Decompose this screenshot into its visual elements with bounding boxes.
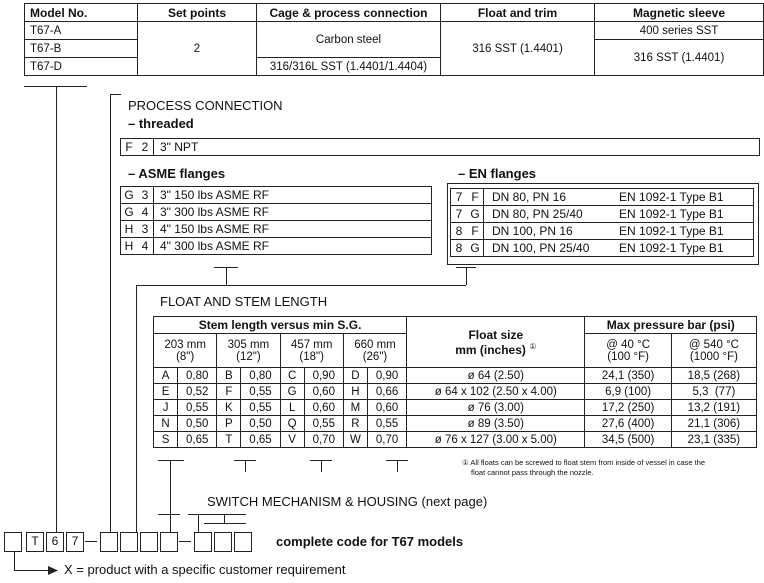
float-unit-label: mm (inches) — [455, 342, 526, 357]
cage-carbon-steel: Carbon steel — [257, 22, 441, 58]
row-1-sg-3: 0,90 — [304, 368, 343, 384]
row-1-sg-4: 0,90 — [368, 368, 407, 384]
footnote — [462, 458, 762, 478]
row-5-p540: 23,1 (335) — [671, 432, 756, 448]
threaded-code-1: F — [121, 139, 138, 156]
row-4-float: ø 89 (3.50) — [407, 416, 585, 432]
footnote-text-1: All floats can be screwed to float stem from inside of vessel in case the — [470, 458, 706, 467]
header-cage: Cage & process connection — [257, 4, 441, 22]
row-4-p540: 21,1 (306) — [671, 416, 756, 432]
row-5-code-3: V — [280, 432, 304, 448]
x-arrow-h — [14, 570, 50, 571]
en-row-2-c2: G — [467, 206, 484, 223]
process-bracket-h — [136, 285, 466, 286]
row-4-sg-2: 0,50 — [241, 416, 280, 432]
row-2-code-2: F — [217, 384, 241, 400]
row-3-sg-4: 0,60 — [368, 400, 407, 416]
model-connector-vertical — [56, 86, 57, 543]
code-dash-2 — [179, 541, 191, 542]
row-5-p40: 34,5 (500) — [585, 432, 671, 448]
stem-col-305: 305 mm (12") — [217, 334, 280, 368]
en-row-1-c2: F — [467, 189, 484, 206]
float-tick-2v — [321, 460, 322, 472]
asme-row-4-c1: H — [121, 238, 138, 255]
row-5-code-1: S — [154, 432, 178, 448]
stem-col-203: 203 mm (8") — [154, 334, 217, 368]
asme-table — [120, 186, 432, 255]
code-box-4 — [100, 532, 118, 552]
float-trim-value: 316 SST (1.4401) — [441, 22, 595, 76]
en-row-3-c2: F — [467, 223, 484, 240]
row-1-code-2: B — [217, 368, 241, 384]
switch-mechanism-label: SWITCH MECHANISM & HOUSING (next page) — [207, 494, 488, 509]
en-row-1-desc: DN 80, PN 16 — [484, 189, 620, 206]
model-d: T67-D — [25, 58, 138, 76]
en-row-4-c2: G — [467, 240, 484, 257]
row-1-sg-2: 0,80 — [241, 368, 280, 384]
code-box-7b — [160, 532, 178, 552]
row-3-sg-3: 0,60 — [304, 400, 343, 416]
code-box-6: 6 — [46, 532, 64, 552]
en-row-3-c1: 8 — [451, 223, 468, 240]
row-4-sg-4: 0,55 — [368, 416, 407, 432]
en-row-2-c1: 7 — [451, 206, 468, 223]
row-1-sg-1: 0,80 — [178, 368, 217, 384]
float-stem-table — [153, 316, 757, 448]
process-bracket-tick-left-h — [214, 267, 238, 268]
en-row-1-c1: 7 — [451, 189, 468, 206]
footnote-marker: ① — [529, 341, 537, 351]
asme-row-4-desc: 4" 300 lbs ASME RF — [154, 238, 432, 255]
row-5-sg-2: 0,65 — [241, 432, 280, 448]
en-table — [450, 188, 754, 257]
row-5-code-4: W — [343, 432, 367, 448]
en-label: – EN flanges — [458, 166, 537, 181]
model-a: T67-A — [25, 22, 138, 40]
row-5-sg-1: 0,65 — [178, 432, 217, 448]
row-3-p40: 17,2 (250) — [585, 400, 671, 416]
en-row-3-desc: DN 100, PN 16 — [484, 223, 620, 240]
asme-row-1-c1: G — [121, 187, 138, 204]
row-4-sg-1: 0,50 — [178, 416, 217, 432]
row-2-sg-1: 0,52 — [178, 384, 217, 400]
row-4-code-3: Q — [280, 416, 304, 432]
threaded-code-2: 2 — [137, 139, 154, 156]
row-4-sg-3: 0,55 — [304, 416, 343, 432]
row-1-code-4: D — [343, 368, 367, 384]
en-row-4-std: EN 1092-1 Type B1 — [619, 240, 753, 257]
float-tick-1v — [245, 460, 246, 472]
header-sleeve: Magnetic sleeve — [595, 4, 764, 22]
row-4-p40: 27,6 (400) — [585, 416, 671, 432]
table-row — [154, 384, 757, 400]
row-5-code-2: T — [217, 432, 241, 448]
float-connector-v — [170, 460, 171, 537]
asme-row-3-c1: H — [121, 221, 138, 238]
en-row-2-std: EN 1092-1 Type B1 — [619, 206, 753, 223]
en-row-1-std: EN 1092-1 Type B1 — [619, 189, 753, 206]
row-4-code-2: P — [217, 416, 241, 432]
code-dash-1 — [85, 541, 97, 542]
model-b: T67-B — [25, 40, 138, 58]
threaded-table — [120, 138, 760, 156]
row-2-code-1: E — [154, 384, 178, 400]
row-4-code-1: N — [154, 416, 178, 432]
table-row — [154, 400, 757, 416]
pressure-header: Max pressure bar (psi) — [585, 317, 757, 334]
en-row-4-c1: 8 — [451, 240, 468, 257]
asme-row-1-c2: 3 — [137, 187, 154, 204]
row-2-float: ø 64 x 102 (2.50 x 4.00) — [407, 384, 585, 400]
float-size-label: Float size — [468, 327, 524, 342]
float-connector-h — [158, 514, 180, 515]
asme-row-2-c1: G — [121, 204, 138, 221]
sleeve-400: 400 series SST — [595, 22, 764, 40]
row-4-code-4: R — [343, 416, 367, 432]
asme-row-2-desc: 3" 300 lbs ASME RF — [154, 204, 432, 221]
row-1-p540: 18,5 (268) — [671, 368, 756, 384]
float-stem-title: FLOAT AND STEM LENGTH — [160, 294, 328, 309]
complete-code-label: complete code for T67 models — [276, 534, 464, 549]
process-connector-top — [110, 94, 121, 95]
header-model: Model No. — [25, 4, 138, 22]
footnote-symbol: ① — [462, 458, 469, 467]
process-connector-vertical — [110, 94, 111, 537]
footnote-text-2: float cannot pass through the nozzle. — [471, 468, 594, 477]
row-2-sg-2: 0,55 — [241, 384, 280, 400]
threaded-label: – threaded — [128, 116, 194, 131]
asme-row-2-c2: 4 — [137, 204, 154, 221]
header-float-trim: Float and trim — [441, 4, 595, 22]
x-arrow-v — [14, 552, 15, 571]
table-row — [154, 368, 757, 384]
row-2-code-4: H — [343, 384, 367, 400]
arrow-right-icon — [48, 566, 58, 575]
code-box-9 — [214, 532, 232, 552]
switch-bracket-h — [204, 514, 246, 515]
cage-316l: 316/316L SST (1.4401/1.4404) — [257, 58, 441, 76]
stem-header: Stem length versus min S.G. — [154, 317, 407, 334]
process-bracket-tick-right — [466, 267, 467, 285]
process-connection-title: PROCESS CONNECTION — [128, 98, 283, 113]
row-1-p40: 24,1 (350) — [585, 368, 671, 384]
float-tick-3v — [397, 460, 398, 472]
row-2-p540: 5,3 (77) — [671, 384, 756, 400]
set-points-value: 2 — [138, 22, 257, 76]
asme-label: – ASME flanges — [128, 166, 226, 181]
row-2-sg-4: 0,66 — [368, 384, 407, 400]
row-3-code-4: M — [343, 400, 367, 416]
code-box-7: 7 — [66, 532, 84, 552]
row-5-sg-4: 0,70 — [368, 432, 407, 448]
stem-col-660: 660 mm (26") — [343, 334, 406, 368]
row-3-p540: 13,2 (191) — [671, 400, 756, 416]
threaded-desc: 3" NPT — [154, 139, 760, 156]
row-3-sg-2: 0,55 — [241, 400, 280, 416]
pressure-col-40: @ 40 °C (100 °F) — [585, 334, 671, 368]
process-bracket-v — [136, 285, 137, 537]
en-row-2-desc: DN 80, PN 25/40 — [484, 206, 620, 223]
en-row-3-std: EN 1092-1 Type B1 — [619, 223, 753, 240]
asme-row-3-c2: 3 — [137, 221, 154, 238]
asme-row-4-c2: 4 — [137, 238, 154, 255]
code-box-5 — [120, 532, 138, 552]
sleeve-316: 316 SST (1.4401) — [595, 40, 764, 76]
code-box-10 — [234, 532, 252, 552]
float-size-header — [407, 317, 585, 368]
code-box-8 — [194, 532, 212, 552]
row-3-code-1: J — [154, 400, 178, 416]
code-box-prefix — [4, 532, 22, 552]
row-2-sg-3: 0,60 — [304, 384, 343, 400]
row-1-code-1: A — [154, 368, 178, 384]
model-table — [24, 3, 764, 76]
asme-row-1-desc: 3" 150 lbs ASME RF — [154, 187, 432, 204]
row-2-p40: 6,9 (100) — [585, 384, 671, 400]
stem-col-457: 457 mm (18") — [280, 334, 343, 368]
table-row — [154, 416, 757, 432]
header-set-points: Set points — [138, 4, 257, 22]
row-1-float: ø 64 (2.50) — [407, 368, 585, 384]
row-2-code-3: G — [280, 384, 304, 400]
code-box-6b — [140, 532, 158, 552]
row-3-code-3: L — [280, 400, 304, 416]
x-note: X = product with a specific customer requirement — [64, 562, 346, 577]
en-row-4-desc: DN 100, PN 25/40 — [484, 240, 620, 257]
row-5-sg-3: 0,70 — [304, 432, 343, 448]
switch-bracket-v — [224, 514, 225, 523]
switch-bracket-base — [204, 523, 246, 524]
process-bracket-tick-right-h — [456, 267, 476, 268]
asme-row-3-desc: 4" 150 lbs ASME RF — [154, 221, 432, 238]
float-bracket-top — [158, 460, 184, 461]
row-3-float: ø 76 (3.00) — [407, 400, 585, 416]
row-3-sg-1: 0,55 — [178, 400, 217, 416]
process-bracket-tick-left — [226, 267, 227, 285]
row-1-code-3: C — [280, 368, 304, 384]
pressure-col-540: @ 540 °C (1000 °F) — [671, 334, 756, 368]
row-3-code-2: K — [217, 400, 241, 416]
row-5-float: ø 76 x 127 (3.00 x 5.00) — [407, 432, 585, 448]
code-box-t: T — [26, 532, 44, 552]
table-row — [154, 432, 757, 448]
